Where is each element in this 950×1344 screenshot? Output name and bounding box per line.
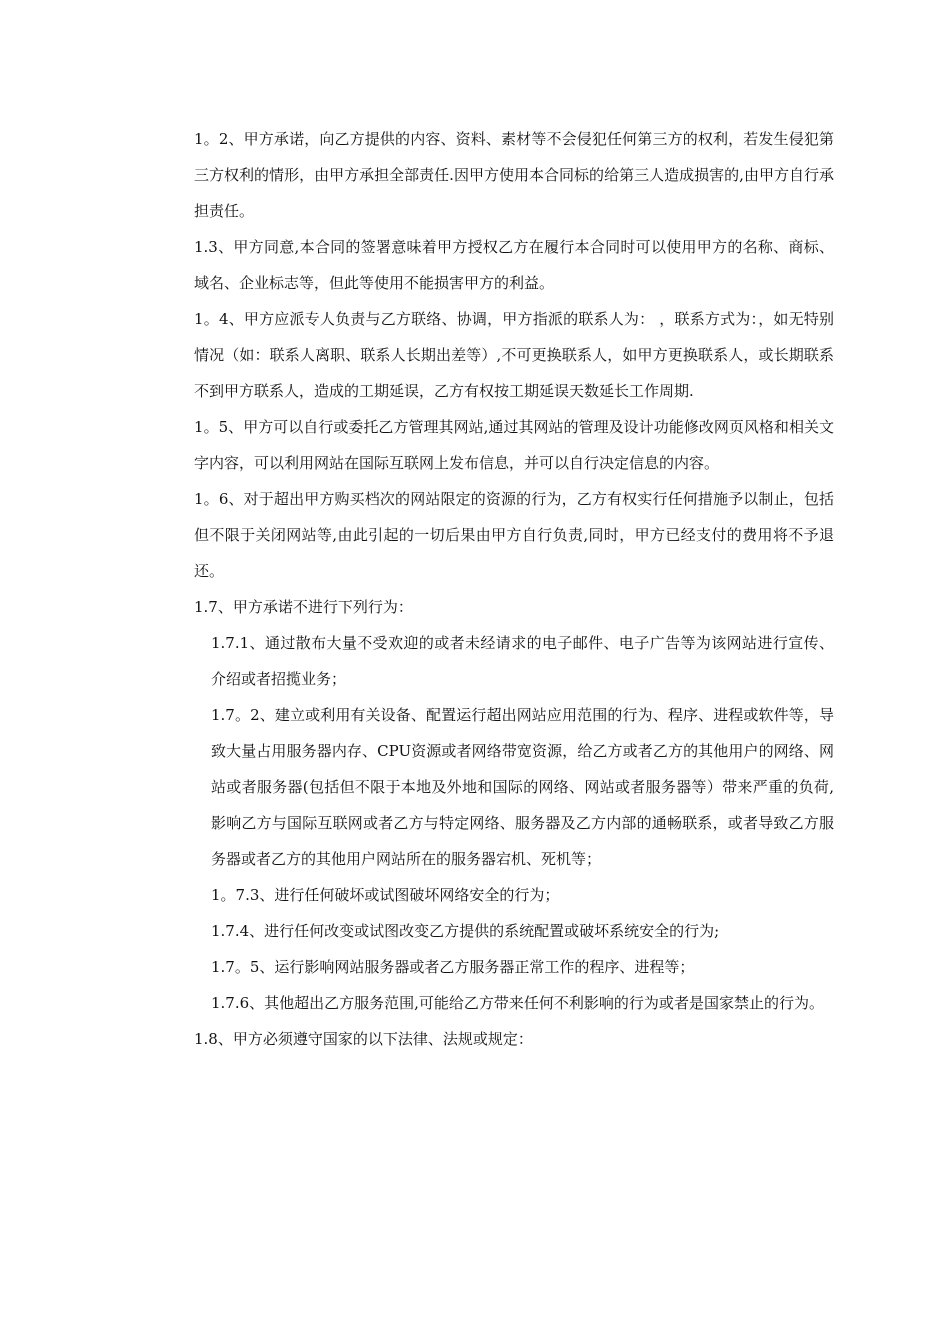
clause-1-7-5: 1.7。5、运行影响网站服务器或者乙方服务器正常工作的程序、进程等； (211, 958, 695, 976)
clause-1-7-3: 1。7.3、进行任何破坏或试图破坏网络安全的行为； (211, 886, 560, 904)
clause-1-8: 1.8、甲方必须遵守国家的以下法律、法规或规定： (194, 1030, 533, 1048)
clause-1-7: 1.7、甲方承诺不进行下列行为： (194, 598, 413, 616)
document-body (194, 121, 834, 1057)
clause-1-5: 1。5、甲方可以自行或委托乙方管理其网站,通过其网站的管理及设计功能修改网页风格和相关文字内容，可以利用网站在国际互联网上发布信息，并可以自行决定信息的内容。 (194, 418, 834, 472)
clause-1-4: 1。4、甲方应派专人负责与乙方联络、协调，甲方指派的联系人为： ，联系方式为：，如无特别情况（如：联系人离职、联系人长期出差等）,不可更换联系人，如甲方更换联系人，或长期联系不到甲方联系人，造成的工期延误，乙方有权按工期延误天数延长工作周期. (194, 310, 834, 400)
clause-1-7-6: 1.7.6、其他超出乙方服务范围,可能给乙方带来任何不利影响的行为或者是国家禁止的行为。 (211, 994, 824, 1012)
clause-1-7-1: 1.7.1、通过散布大量不受欢迎的或者未经请求的电子邮件、电子广告等为该网站进行宣传、介绍或者招揽业务； (211, 634, 834, 688)
clause-1-6: 1。6、对于超出甲方购买档次的网站限定的资源的行为，乙方有权实行任何措施予以制止，包括但不限于关闭网站等,由此引起的一切后果由甲方自行负责,同时，甲方已经支付的费用将不予退还。 (194, 490, 834, 580)
clause-1-2: 1。2、甲方承诺，向乙方提供的内容、资料、素材等不会侵犯任何第三方的权利，若发生侵犯第三方权利的情形，由甲方承担全部责任.因甲方使用本合同标的给第三人造成损害的,由甲方自行承担责任。 (194, 130, 834, 220)
clause-1-7-4: 1.7.4、进行任何改变或试图改变乙方提供的系统配置或破坏系统安全的行为; (211, 922, 720, 940)
clause-1-7-2: 1.7。2、建立或利用有关设备、配置运行超出网站应用范围的行为、程序、进程或软件等，导致大量占用服务器内存、CPU资源或者网络带宽资源，给乙方或者乙方的其他用户的网络、网站或者服务器(包括但不限于本地及外地和国际的网络、网站或者服务器等）带来严重的负荷,影响乙方与国际互联网或者乙方与特定网络、服务器及乙方内部的通畅联系，或者导致乙方服务器或者乙方的其他用户网站所在的服务器宕机、死机等； (211, 706, 834, 868)
clause-1-3: 1.3、甲方同意,本合同的签署意味着甲方授权乙方在履行本合同时可以使用甲方的名称、商标、域名、企业标志等，但此等使用不能损害甲方的利益。 (194, 238, 834, 292)
